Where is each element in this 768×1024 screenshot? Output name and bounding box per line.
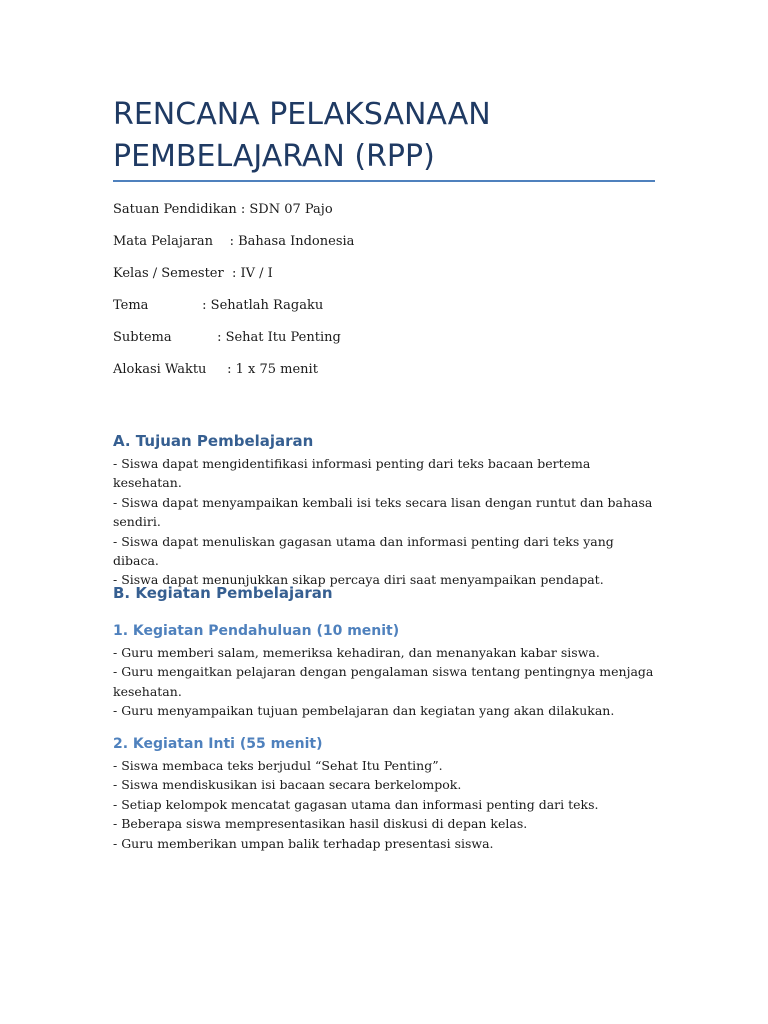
meta-label: Tema: [113, 298, 149, 313]
list-item: - Guru memberi salam, memeriksa kehadiran, dan menanyakan kabar siswa.: [113, 645, 600, 660]
meta-row-mata-pelajaran: [113, 233, 658, 265]
list-item: - Beberapa siswa mempresentasikan hasil diskusi di depan kelas.: [113, 816, 528, 832]
section-heading: A. Tujuan Pembelajaran: [113, 432, 314, 450]
list-item: - Guru memberikan umpan balik terhadap presentasi siswa.: [113, 835, 494, 851]
meta-label: Subtema: [113, 330, 172, 345]
subsection-kegiatan-inti: [113, 733, 658, 853]
meta-value: 1 x 75 menit: [235, 362, 318, 377]
meta-label: Satuan Pendidikan: [113, 202, 237, 217]
meta-separator: :: [236, 202, 250, 217]
list-item: - Setiap kelompok mencatat gagasan utama dan informasi penting dari teks.: [113, 796, 599, 812]
subsection-heading: 1. Kegiatan Pendahuluan (10 menit): [113, 623, 400, 639]
activity-list: [113, 643, 658, 721]
meta-label: Kelas / Semester: [113, 266, 224, 281]
meta-label: Mata Pelajaran: [113, 234, 214, 249]
meta-separator: :: [223, 266, 241, 281]
list-item: - Siswa dapat menyampaikan kembali isi teks secara lisan dengan runtut dan bahasa sendiri.: [113, 494, 653, 530]
section-tujuan-pembelajaran: [113, 430, 658, 590]
section-heading: B. Kegiatan Pembelajaran: [113, 584, 333, 602]
page-title: RENCANA PELAKSANAAN PEMBELAJARAN (RPP): [113, 97, 491, 174]
meta-value: Sehatlah Ragaku: [210, 298, 324, 313]
meta-row-subtema: [113, 329, 658, 361]
meta-separator: :: [171, 330, 226, 345]
meta-row-tema: [113, 297, 658, 329]
meta-row-satuan-pendidikan: [113, 201, 658, 233]
list-item: - Siswa dapat mengidentifikasi informasi penting dari teks bacaan bertema kesehatan.: [113, 456, 591, 491]
meta-value: Bahasa Indonesia: [238, 234, 355, 249]
list-item: - Siswa dapat menuliskan gagasan utama dan informasi penting dari teks yang dibaca.: [113, 533, 614, 569]
meta-value: IV / I: [240, 266, 273, 281]
list-item: - Siswa dapat menunjukkan sikap percaya diri saat menyampaikan pendapat.: [113, 572, 604, 588]
list-item: - Siswa mendiskusikan isi bacaan secara berkelompok.: [113, 777, 462, 793]
meta-separator: :: [148, 298, 211, 313]
subsection-kegiatan-pendahuluan: [113, 620, 658, 721]
list-item: - Siswa membaca teks berjudul “Sehat Itu Penting”.: [113, 758, 443, 773]
meta-separator: :: [213, 234, 239, 249]
activity-list: [113, 756, 658, 853]
list-item: - Guru mengaitkan pelajaran dengan pengalaman siswa tentang pentingnya menjaga kesehatan.: [113, 664, 654, 699]
meta-value: SDN 07 Pajo: [249, 202, 333, 217]
list-item: - Guru menyampaikan tujuan pembelajaran dan kegiatan yang akan dilakukan.: [113, 703, 615, 719]
subsection-heading: 2. Kegiatan Inti (55 menit): [113, 736, 323, 752]
title-underline: [113, 180, 655, 182]
objective-list: [113, 454, 658, 590]
meta-value: Sehat Itu Penting: [225, 330, 341, 345]
meta-row-kelas-semester: [113, 265, 658, 297]
section-kegiatan-pembelajaran: [113, 582, 658, 604]
identity-block: [113, 201, 658, 393]
meta-label: Alokasi Waktu: [113, 362, 207, 377]
meta-separator: :: [206, 362, 236, 377]
meta-row-alokasi-waktu: [113, 361, 658, 393]
